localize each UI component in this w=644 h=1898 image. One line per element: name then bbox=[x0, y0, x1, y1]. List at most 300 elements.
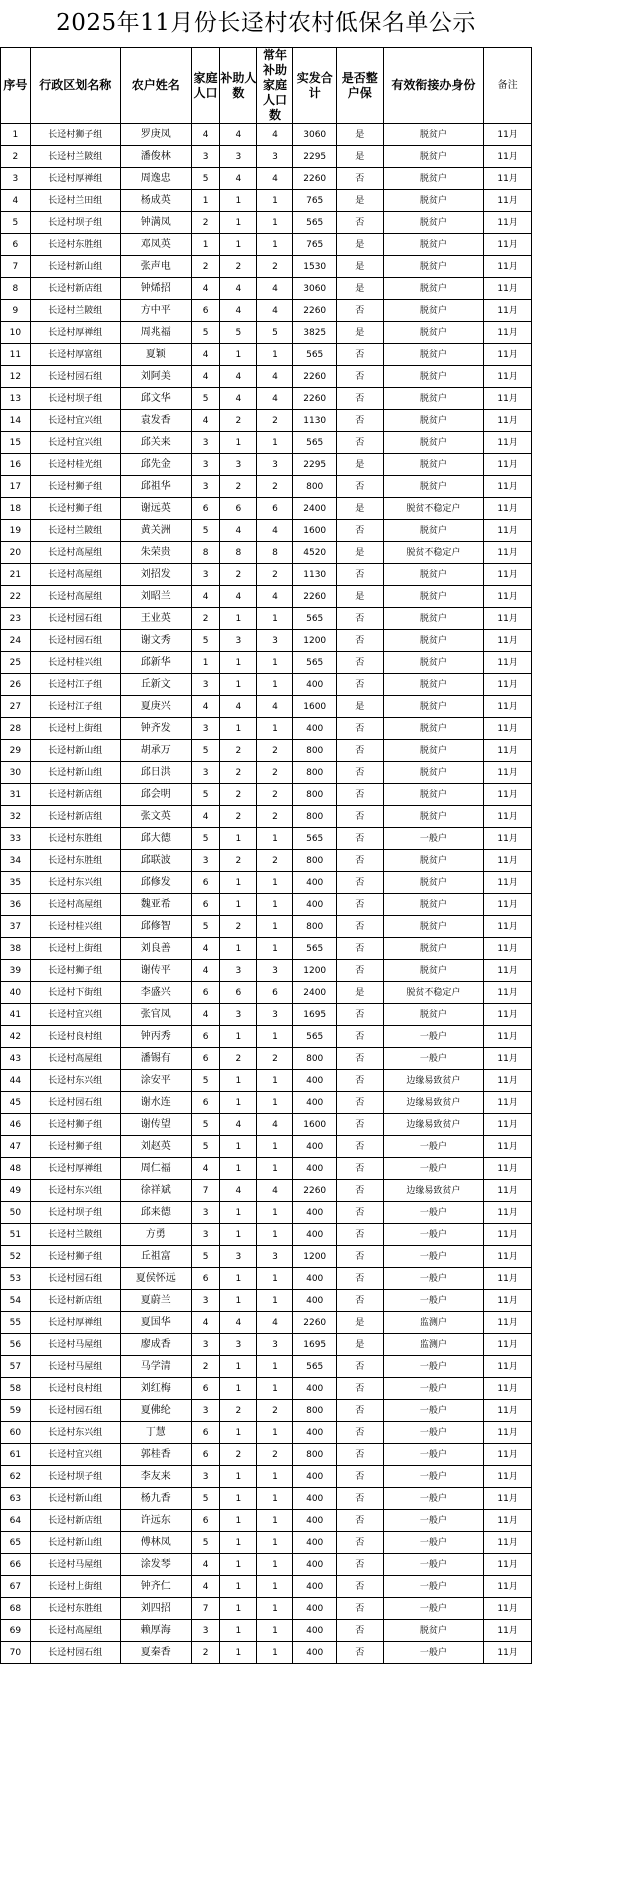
row-no: 34 bbox=[1, 850, 31, 872]
row-name: 夏颖 bbox=[120, 344, 191, 366]
row-whole: 否 bbox=[336, 1290, 383, 1312]
row-identity: 一般户 bbox=[383, 1290, 484, 1312]
row-whole: 否 bbox=[336, 476, 383, 498]
row-regular: 1 bbox=[257, 1202, 293, 1224]
table-row bbox=[1, 1400, 532, 1422]
row-no: 47 bbox=[1, 1136, 31, 1158]
row-aided: 1 bbox=[220, 1378, 257, 1400]
table-row bbox=[1, 1356, 532, 1378]
table-row bbox=[1, 806, 532, 828]
row-name: 朱荣贵 bbox=[120, 542, 191, 564]
row-name: 胡承万 bbox=[120, 740, 191, 762]
row-area: 长迳村下街组 bbox=[30, 982, 120, 1004]
row-aided: 4 bbox=[220, 1312, 257, 1334]
row-area: 长迳村马屋组 bbox=[30, 1554, 120, 1576]
row-regular: 4 bbox=[257, 168, 293, 190]
row-amount: 2400 bbox=[293, 498, 336, 520]
row-regular: 3 bbox=[257, 1334, 293, 1356]
row-aided: 1 bbox=[220, 828, 257, 850]
row-identity: 一般户 bbox=[383, 1642, 484, 1664]
row-aided: 4 bbox=[220, 278, 257, 300]
row-whole: 否 bbox=[336, 762, 383, 784]
row-whole: 否 bbox=[336, 1532, 383, 1554]
row-regular: 1 bbox=[257, 1576, 293, 1598]
row-remark: 11月 bbox=[484, 1620, 532, 1642]
table-row bbox=[1, 1136, 532, 1158]
row-identity: 一般户 bbox=[383, 1576, 484, 1598]
table-row bbox=[1, 1576, 532, 1598]
row-aided: 2 bbox=[220, 740, 257, 762]
row-aided: 1 bbox=[220, 1510, 257, 1532]
subsidy-list-table bbox=[0, 47, 532, 1664]
row-regular: 1 bbox=[257, 828, 293, 850]
row-amount: 565 bbox=[293, 432, 336, 454]
row-regular: 5 bbox=[257, 322, 293, 344]
row-identity: 脱贫户 bbox=[383, 168, 484, 190]
row-area: 长迳村园石组 bbox=[30, 1642, 120, 1664]
document-title: 2025年11月份长迳村农村低保名单公示 bbox=[56, 10, 476, 36]
row-identity: 脱贫户 bbox=[383, 872, 484, 894]
row-aided: 1 bbox=[220, 190, 257, 212]
row-area: 长迳村江子组 bbox=[30, 674, 120, 696]
row-amount: 2400 bbox=[293, 982, 336, 1004]
table-row bbox=[1, 850, 532, 872]
row-regular: 4 bbox=[257, 366, 293, 388]
row-regular: 3 bbox=[257, 630, 293, 652]
table-row bbox=[1, 938, 532, 960]
row-remark: 11月 bbox=[484, 938, 532, 960]
row-remark: 11月 bbox=[484, 1510, 532, 1532]
row-aided: 1 bbox=[220, 894, 257, 916]
row-no: 39 bbox=[1, 960, 31, 982]
row-amount: 765 bbox=[293, 234, 336, 256]
row-identity: 一般户 bbox=[383, 1224, 484, 1246]
table-row bbox=[1, 982, 532, 1004]
row-name: 郭桂香 bbox=[120, 1444, 191, 1466]
row-identity: 脱贫户 bbox=[383, 146, 484, 168]
row-remark: 11月 bbox=[484, 1202, 532, 1224]
row-family: 4 bbox=[191, 696, 220, 718]
row-area: 长迳村新店组 bbox=[30, 278, 120, 300]
row-remark: 11月 bbox=[484, 784, 532, 806]
row-family: 4 bbox=[191, 960, 220, 982]
row-no: 15 bbox=[1, 432, 31, 454]
row-no: 11 bbox=[1, 344, 31, 366]
row-identity: 一般户 bbox=[383, 1488, 484, 1510]
row-amount: 400 bbox=[293, 1136, 336, 1158]
row-aided: 2 bbox=[220, 916, 257, 938]
table-row bbox=[1, 256, 532, 278]
row-regular: 4 bbox=[257, 696, 293, 718]
row-whole: 否 bbox=[336, 916, 383, 938]
row-area: 长迳村园石组 bbox=[30, 1400, 120, 1422]
table-body bbox=[1, 124, 532, 1664]
row-regular: 2 bbox=[257, 476, 293, 498]
row-amount: 800 bbox=[293, 806, 336, 828]
row-regular: 3 bbox=[257, 1004, 293, 1026]
row-family: 6 bbox=[191, 1092, 220, 1114]
row-remark: 11月 bbox=[484, 828, 532, 850]
row-no: 7 bbox=[1, 256, 31, 278]
row-area: 长迳村狮子组 bbox=[30, 960, 120, 982]
row-area: 长迳村厚禅组 bbox=[30, 322, 120, 344]
row-family: 6 bbox=[191, 1268, 220, 1290]
row-amount: 800 bbox=[293, 476, 336, 498]
row-identity: 脱贫户 bbox=[383, 322, 484, 344]
row-family: 6 bbox=[191, 894, 220, 916]
row-regular: 1 bbox=[257, 1378, 293, 1400]
row-family: 6 bbox=[191, 498, 220, 520]
row-aided: 2 bbox=[220, 1444, 257, 1466]
row-remark: 11月 bbox=[484, 520, 532, 542]
row-aided: 2 bbox=[220, 850, 257, 872]
row-aided: 3 bbox=[220, 630, 257, 652]
row-remark: 11月 bbox=[484, 1070, 532, 1092]
row-name: 夏国华 bbox=[120, 1312, 191, 1334]
row-regular: 1 bbox=[257, 1510, 293, 1532]
row-area: 长迳村宜兴组 bbox=[30, 1444, 120, 1466]
row-identity: 脱贫户 bbox=[383, 388, 484, 410]
row-remark: 11月 bbox=[484, 1466, 532, 1488]
row-area: 长迳村园石组 bbox=[30, 630, 120, 652]
row-regular: 2 bbox=[257, 256, 293, 278]
row-name: 张声电 bbox=[120, 256, 191, 278]
row-remark: 11月 bbox=[484, 630, 532, 652]
row-identity: 脱贫户 bbox=[383, 718, 484, 740]
row-aided: 1 bbox=[220, 938, 257, 960]
row-remark: 11月 bbox=[484, 476, 532, 498]
table-header-row bbox=[1, 48, 532, 124]
table-row bbox=[1, 1554, 532, 1576]
table-row bbox=[1, 388, 532, 410]
row-amount: 400 bbox=[293, 1158, 336, 1180]
row-no: 69 bbox=[1, 1620, 31, 1642]
row-regular: 4 bbox=[257, 586, 293, 608]
row-amount: 400 bbox=[293, 1202, 336, 1224]
row-identity: 一般户 bbox=[383, 1356, 484, 1378]
row-no: 67 bbox=[1, 1576, 31, 1598]
row-aided: 1 bbox=[220, 1532, 257, 1554]
row-amount: 565 bbox=[293, 608, 336, 630]
row-regular: 2 bbox=[257, 1400, 293, 1422]
row-area: 长迳村坝子组 bbox=[30, 1202, 120, 1224]
row-name: 罗庚凤 bbox=[120, 124, 191, 146]
row-family: 2 bbox=[191, 1356, 220, 1378]
row-whole: 是 bbox=[336, 146, 383, 168]
row-no: 48 bbox=[1, 1158, 31, 1180]
row-remark: 11月 bbox=[484, 1092, 532, 1114]
row-amount: 1200 bbox=[293, 630, 336, 652]
row-no: 2 bbox=[1, 146, 31, 168]
row-no: 33 bbox=[1, 828, 31, 850]
row-regular: 1 bbox=[257, 1356, 293, 1378]
row-whole: 否 bbox=[336, 1070, 383, 1092]
row-whole: 否 bbox=[336, 894, 383, 916]
table-row bbox=[1, 1642, 532, 1664]
row-area: 长迳村园石组 bbox=[30, 1268, 120, 1290]
row-regular: 1 bbox=[257, 1136, 293, 1158]
row-family: 3 bbox=[191, 718, 220, 740]
table-row bbox=[1, 1070, 532, 1092]
row-amount: 400 bbox=[293, 1378, 336, 1400]
row-identity: 脱贫户 bbox=[383, 894, 484, 916]
row-no: 54 bbox=[1, 1290, 31, 1312]
table-row bbox=[1, 1488, 532, 1510]
row-area: 长迳村宜兴组 bbox=[30, 432, 120, 454]
row-no: 62 bbox=[1, 1466, 31, 1488]
row-whole: 否 bbox=[336, 652, 383, 674]
row-area: 长迳村厚禅组 bbox=[30, 1312, 120, 1334]
row-name: 钟齐发 bbox=[120, 718, 191, 740]
table-row bbox=[1, 652, 532, 674]
table-row bbox=[1, 410, 532, 432]
row-amount: 565 bbox=[293, 652, 336, 674]
row-remark: 11月 bbox=[484, 1576, 532, 1598]
row-name: 方中平 bbox=[120, 300, 191, 322]
row-family: 3 bbox=[191, 564, 220, 586]
row-name: 袁发香 bbox=[120, 410, 191, 432]
row-aided: 4 bbox=[220, 1114, 257, 1136]
row-whole: 是 bbox=[336, 586, 383, 608]
row-identity: 脱贫户 bbox=[383, 432, 484, 454]
row-identity: 脱贫户 bbox=[383, 652, 484, 674]
row-identity: 一般户 bbox=[383, 1510, 484, 1532]
row-family: 4 bbox=[191, 124, 220, 146]
row-aided: 1 bbox=[220, 1576, 257, 1598]
row-aided: 2 bbox=[220, 256, 257, 278]
row-aided: 2 bbox=[220, 564, 257, 586]
row-remark: 11月 bbox=[484, 1488, 532, 1510]
row-aided: 4 bbox=[220, 300, 257, 322]
row-regular: 2 bbox=[257, 740, 293, 762]
row-amount: 3060 bbox=[293, 124, 336, 146]
row-identity: 一般户 bbox=[383, 1400, 484, 1422]
row-family: 3 bbox=[191, 1334, 220, 1356]
row-regular: 1 bbox=[257, 212, 293, 234]
row-remark: 11月 bbox=[484, 1048, 532, 1070]
row-identity: 脱贫户 bbox=[383, 630, 484, 652]
row-identity: 脱贫户 bbox=[383, 938, 484, 960]
table-row bbox=[1, 718, 532, 740]
row-whole: 否 bbox=[336, 1004, 383, 1026]
row-name: 邱祖华 bbox=[120, 476, 191, 498]
row-family: 4 bbox=[191, 1312, 220, 1334]
row-whole: 否 bbox=[336, 850, 383, 872]
row-whole: 是 bbox=[336, 454, 383, 476]
row-aided: 6 bbox=[220, 498, 257, 520]
row-family: 3 bbox=[191, 476, 220, 498]
table-row bbox=[1, 608, 532, 630]
row-remark: 11月 bbox=[484, 388, 532, 410]
row-aided: 1 bbox=[220, 718, 257, 740]
row-aided: 3 bbox=[220, 1004, 257, 1026]
row-family: 4 bbox=[191, 1158, 220, 1180]
row-aided: 3 bbox=[220, 454, 257, 476]
row-area: 长迳村兰陂组 bbox=[30, 146, 120, 168]
row-regular: 4 bbox=[257, 278, 293, 300]
row-regular: 2 bbox=[257, 1048, 293, 1070]
row-amount: 565 bbox=[293, 828, 336, 850]
row-name: 徐祥斌 bbox=[120, 1180, 191, 1202]
row-identity: 脱贫户 bbox=[383, 520, 484, 542]
row-amount: 2260 bbox=[293, 1312, 336, 1334]
row-whole: 否 bbox=[336, 718, 383, 740]
row-no: 6 bbox=[1, 234, 31, 256]
table-row bbox=[1, 1378, 532, 1400]
row-amount: 2260 bbox=[293, 586, 336, 608]
row-name: 廖成香 bbox=[120, 1334, 191, 1356]
row-area: 长迳村东兴组 bbox=[30, 1070, 120, 1092]
row-amount: 1200 bbox=[293, 1246, 336, 1268]
row-name: 谢远英 bbox=[120, 498, 191, 520]
row-aided: 1 bbox=[220, 432, 257, 454]
row-aided: 1 bbox=[220, 872, 257, 894]
row-remark: 11月 bbox=[484, 674, 532, 696]
row-family: 1 bbox=[191, 190, 220, 212]
row-whole: 否 bbox=[336, 1576, 383, 1598]
row-name: 邱文华 bbox=[120, 388, 191, 410]
row-family: 3 bbox=[191, 762, 220, 784]
row-whole: 否 bbox=[336, 1048, 383, 1070]
row-amount: 400 bbox=[293, 1642, 336, 1664]
row-family: 4 bbox=[191, 410, 220, 432]
row-name: 邱来德 bbox=[120, 1202, 191, 1224]
row-family: 4 bbox=[191, 1554, 220, 1576]
row-remark: 11月 bbox=[484, 740, 532, 762]
row-remark: 11月 bbox=[484, 1598, 532, 1620]
row-identity: 脱贫户 bbox=[383, 344, 484, 366]
row-family: 5 bbox=[191, 1070, 220, 1092]
row-area: 长迳村良村组 bbox=[30, 1378, 120, 1400]
row-name: 刘昭兰 bbox=[120, 586, 191, 608]
row-aided: 1 bbox=[220, 1356, 257, 1378]
row-whole: 是 bbox=[336, 234, 383, 256]
row-identity: 一般户 bbox=[383, 1532, 484, 1554]
row-amount: 2295 bbox=[293, 454, 336, 476]
row-no: 38 bbox=[1, 938, 31, 960]
row-identity: 一般户 bbox=[383, 1268, 484, 1290]
row-area: 长迳村上街组 bbox=[30, 1576, 120, 1598]
table-row bbox=[1, 894, 532, 916]
row-area: 长迳村坝子组 bbox=[30, 1466, 120, 1488]
table-row bbox=[1, 564, 532, 586]
row-family: 2 bbox=[191, 608, 220, 630]
row-amount: 400 bbox=[293, 1488, 336, 1510]
row-no: 10 bbox=[1, 322, 31, 344]
row-name: 谢传平 bbox=[120, 960, 191, 982]
row-no: 31 bbox=[1, 784, 31, 806]
row-area: 长迳村新山组 bbox=[30, 256, 120, 278]
row-family: 1 bbox=[191, 234, 220, 256]
row-identity: 脱贫户 bbox=[383, 586, 484, 608]
row-aided: 1 bbox=[220, 1224, 257, 1246]
table-row bbox=[1, 674, 532, 696]
row-whole: 否 bbox=[336, 1114, 383, 1136]
row-aided: 1 bbox=[220, 344, 257, 366]
table-row bbox=[1, 1092, 532, 1114]
row-no: 60 bbox=[1, 1422, 31, 1444]
table-row bbox=[1, 1510, 532, 1532]
row-name: 李友来 bbox=[120, 1466, 191, 1488]
row-regular: 4 bbox=[257, 1312, 293, 1334]
row-amount: 1600 bbox=[293, 696, 336, 718]
row-whole: 否 bbox=[336, 1158, 383, 1180]
row-family: 6 bbox=[191, 1378, 220, 1400]
row-identity: 一般户 bbox=[383, 1158, 484, 1180]
row-name: 涂发琴 bbox=[120, 1554, 191, 1576]
row-family: 7 bbox=[191, 1180, 220, 1202]
row-area: 长迳村马屋组 bbox=[30, 1356, 120, 1378]
row-remark: 11月 bbox=[484, 850, 532, 872]
row-remark: 11月 bbox=[484, 1026, 532, 1048]
row-identity: 脱贫户 bbox=[383, 476, 484, 498]
row-area: 长迳村厚禅组 bbox=[30, 168, 120, 190]
row-identity: 脱贫户 bbox=[383, 366, 484, 388]
row-area: 长迳村厚富组 bbox=[30, 344, 120, 366]
row-whole: 否 bbox=[336, 674, 383, 696]
row-identity: 脱贫户 bbox=[383, 278, 484, 300]
row-name: 刘良善 bbox=[120, 938, 191, 960]
row-whole: 否 bbox=[336, 1488, 383, 1510]
row-area: 长迳村东胜组 bbox=[30, 828, 120, 850]
row-whole: 否 bbox=[336, 1224, 383, 1246]
row-regular: 8 bbox=[257, 542, 293, 564]
row-regular: 2 bbox=[257, 762, 293, 784]
row-area: 长迳村新店组 bbox=[30, 806, 120, 828]
row-identity: 脱贫户 bbox=[383, 410, 484, 432]
row-no: 66 bbox=[1, 1554, 31, 1576]
row-no: 19 bbox=[1, 520, 31, 542]
row-whole: 否 bbox=[336, 410, 383, 432]
row-remark: 11月 bbox=[484, 146, 532, 168]
row-area: 长迳村新店组 bbox=[30, 1510, 120, 1532]
row-family: 5 bbox=[191, 630, 220, 652]
row-amount: 1695 bbox=[293, 1334, 336, 1356]
row-no: 43 bbox=[1, 1048, 31, 1070]
row-aided: 1 bbox=[220, 1092, 257, 1114]
row-area: 长迳村新山组 bbox=[30, 762, 120, 784]
row-remark: 11月 bbox=[484, 454, 532, 476]
row-regular: 4 bbox=[257, 520, 293, 542]
row-regular: 2 bbox=[257, 564, 293, 586]
row-amount: 1600 bbox=[293, 520, 336, 542]
row-regular: 2 bbox=[257, 1444, 293, 1466]
row-family: 6 bbox=[191, 1026, 220, 1048]
row-family: 5 bbox=[191, 828, 220, 850]
row-whole: 否 bbox=[336, 828, 383, 850]
row-regular: 1 bbox=[257, 234, 293, 256]
row-name: 邱修智 bbox=[120, 916, 191, 938]
row-name: 刘招发 bbox=[120, 564, 191, 586]
row-area: 长迳村狮子组 bbox=[30, 1114, 120, 1136]
row-amount: 1130 bbox=[293, 564, 336, 586]
row-aided: 2 bbox=[220, 410, 257, 432]
row-whole: 否 bbox=[336, 784, 383, 806]
row-name: 刘红梅 bbox=[120, 1378, 191, 1400]
row-name: 谢文秀 bbox=[120, 630, 191, 652]
row-aided: 6 bbox=[220, 982, 257, 1004]
row-identity: 监测户 bbox=[383, 1312, 484, 1334]
row-remark: 11月 bbox=[484, 894, 532, 916]
row-whole: 否 bbox=[336, 366, 383, 388]
row-family: 5 bbox=[191, 1532, 220, 1554]
row-name: 邱新华 bbox=[120, 652, 191, 674]
row-regular: 1 bbox=[257, 1224, 293, 1246]
row-whole: 否 bbox=[336, 1026, 383, 1048]
row-whole: 否 bbox=[336, 1554, 383, 1576]
row-amount: 800 bbox=[293, 1444, 336, 1466]
row-area: 长迳村高屋组 bbox=[30, 894, 120, 916]
